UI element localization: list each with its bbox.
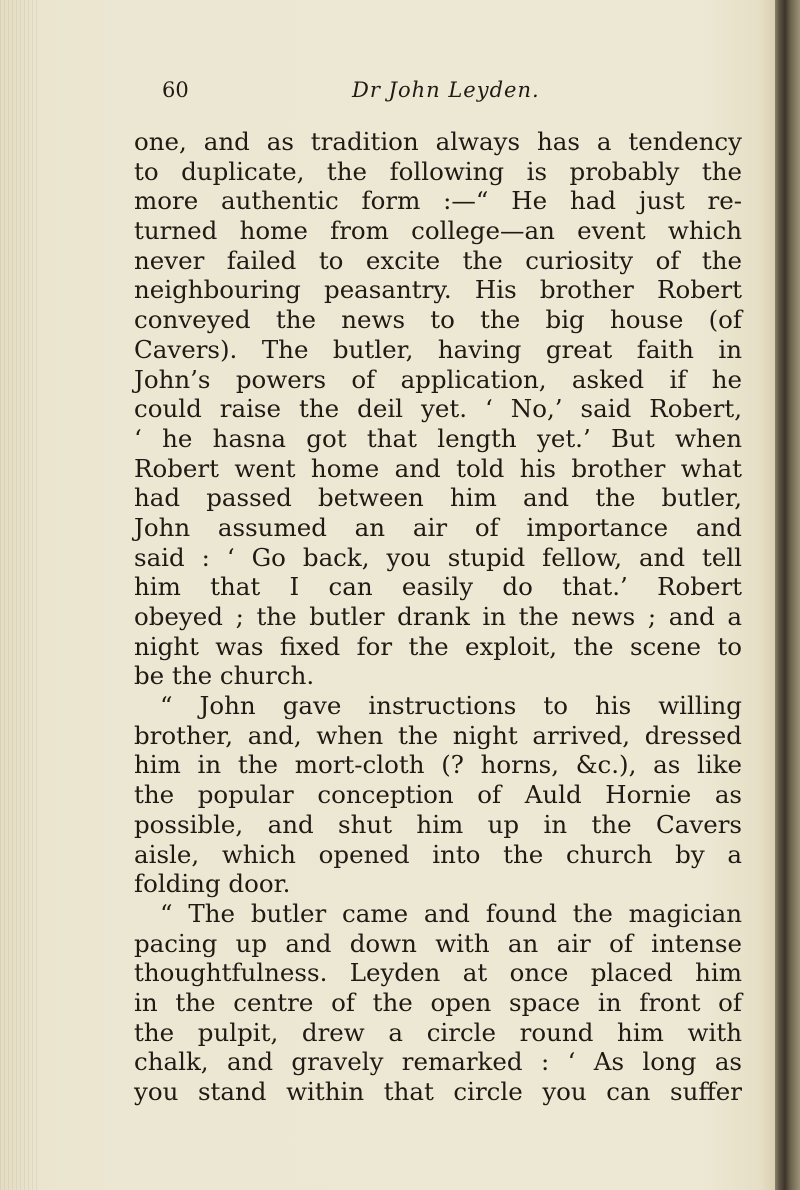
text-line: in the centre of the open space in front of <box>134 987 742 1017</box>
text-line: could raise the deil yet. ‘ No,’ said Robert, <box>134 394 742 424</box>
text-line: him in the mort-cloth (? horns, &c.), as like <box>134 750 742 780</box>
body-text <box>134 127 742 1107</box>
text-line: possible, and shut him up in the Cavers <box>134 809 742 839</box>
text-line: you stand within that circle you can suffer <box>134 1077 742 1106</box>
text-line: “ John gave instructions to his willing <box>160 691 742 721</box>
text-line: folding door. <box>134 869 291 899</box>
page-edge-shadow <box>775 0 800 1190</box>
text-line: aisle, which opened into the church by a <box>134 839 742 869</box>
text-line: more authentic form :—“ He had just re- <box>134 186 742 216</box>
text-line: him that I can easily do that.’ Robert <box>134 572 742 602</box>
text-line: Robert went home and told his brother what <box>134 453 742 483</box>
page-header <box>162 78 732 108</box>
text-line: said : ‘ Go back, you stupid fellow, and tell <box>134 542 742 572</box>
text-line: be the church. <box>134 661 315 691</box>
text-line: had passed between him and the butler, <box>134 483 742 513</box>
page-number: 60 <box>162 78 189 102</box>
page-gutter-shadow <box>0 0 38 1190</box>
text-line: turned home from college—an event which <box>134 216 742 246</box>
text-line: Cavers). The butler, having great faith in <box>134 334 742 364</box>
text-line: John assumed an air of importance and <box>134 512 742 542</box>
text-line: the popular conception of Auld Hornie as <box>134 780 742 810</box>
text-line: John’s powers of application, asked if he <box>134 364 742 394</box>
text-line: the pulpit, drew a circle round him with <box>134 1017 742 1047</box>
text-line: never failed to excite the curiosity of the <box>134 245 742 275</box>
text-line: brother, and, when the night arrived, dressed <box>134 720 742 750</box>
text-line: night was fixed for the exploit, the scene to <box>134 631 742 661</box>
text-line: ‘ he hasna got that length yet.’ But when <box>134 423 742 453</box>
text-line: “ The butler came and found the magician <box>160 898 742 928</box>
running-title: Dr John Leyden. <box>352 78 540 102</box>
text-line: to duplicate, the following is probably the <box>134 156 742 186</box>
text-line: chalk, and gravely remarked : ‘ As long as <box>134 1047 742 1077</box>
text-line: one, and as tradition always has a tendency <box>134 127 742 156</box>
text-line: neighbouring peasantry. His brother Robert <box>134 275 742 305</box>
text-line: obeyed ; the butler drank in the news ; and a <box>134 602 742 631</box>
text-line: pacing up and down with an air of intense <box>134 928 742 958</box>
text-line: conveyed the news to the big house (of <box>134 305 742 335</box>
text-line: thoughtfulness. Leyden at once placed him <box>134 958 742 988</box>
